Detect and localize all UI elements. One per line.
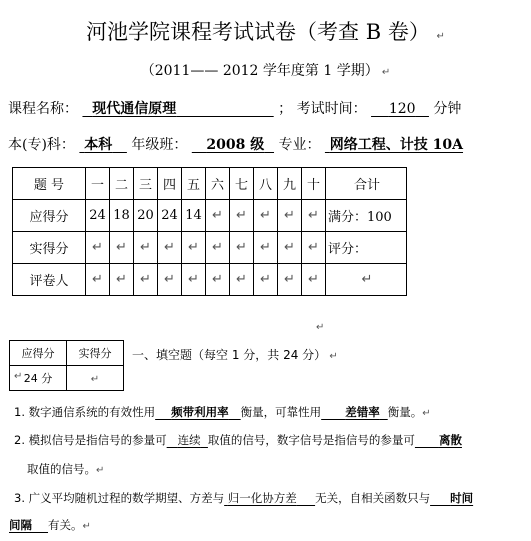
question-3: 三 xyxy=(134,168,158,200)
answer-2-1: 连续 xyxy=(177,433,201,447)
question-1: 一 xyxy=(86,168,110,200)
level-label: 本(专)科： xyxy=(8,137,75,153)
should-score-4: 24 xyxy=(158,200,182,232)
small-col-should: 应得分 xyxy=(10,341,67,366)
answer-3-2: 时间 xyxy=(450,491,474,505)
question-8: 八 xyxy=(254,168,278,200)
time-label: ； 考试时间： xyxy=(278,101,367,117)
should-score-1: 24 xyxy=(86,200,110,232)
major-label: 专业： xyxy=(278,137,321,153)
level-value: 本科 xyxy=(84,137,113,153)
answer-3-3: 间隔 xyxy=(9,518,32,532)
major-value: 网络工程、计技 10A xyxy=(329,137,464,153)
time-unit: 分钟 xyxy=(433,101,462,117)
question-3-cont: 间隔 有关。↵ xyxy=(9,518,91,532)
score-table xyxy=(12,167,407,296)
answer-2-2: 离散 xyxy=(438,433,462,447)
total-header: 合计 xyxy=(326,168,407,200)
question-9: 九 xyxy=(278,168,302,200)
actual-score-row: 实得分 ↵ ↵ ↵ ↵ ↵ ↵ ↵ ↵ ↵ ↵ 评分： xyxy=(13,232,407,264)
answer-1-1: 频带利用率 xyxy=(171,405,229,419)
row-label-actual: 实得分 xyxy=(13,232,86,264)
should-score-2: 18 xyxy=(110,200,134,232)
answer-3-1: 归一化协方差 xyxy=(227,491,297,505)
time-value: 120 xyxy=(388,101,416,117)
score-label: 评分： xyxy=(326,232,407,264)
question-1-line: 1. 数字通信系统的有效性用 频带利用率 衡量，可靠性用 差错率 衡量。↵ xyxy=(14,405,431,419)
grade-value: 2008 级 xyxy=(206,137,265,153)
answer-1-2: 差错率 xyxy=(345,405,380,419)
question-7: 七 xyxy=(230,168,254,200)
should-score-3: 20 xyxy=(134,200,158,232)
question-2-cont: 取值的信号。↵ xyxy=(27,462,105,476)
section-heading: 一、填空题（每空 1 分，共 24 分） ↵ xyxy=(132,348,338,362)
should-score-row: 应得分 24 18 20 24 14 ↵ ↵ ↵ ↵ ↵ 满分：100 xyxy=(13,200,407,232)
question-6: 六 xyxy=(206,168,230,200)
row-label-should: 应得分 xyxy=(13,200,86,232)
question-4: 四 xyxy=(158,168,182,200)
row-label-question: 题 号 xyxy=(13,168,86,200)
exam-subtitle: （2011—— 2012 学年度第 1 学期） ↵ xyxy=(140,63,391,79)
full-score: 满分：100 xyxy=(326,200,407,232)
row-label-grader: 评卷人 xyxy=(13,264,86,296)
section-score-box xyxy=(9,340,124,391)
small-col-actual: 实得分 xyxy=(67,341,124,366)
question-5: 五 xyxy=(182,168,206,200)
header-row xyxy=(13,168,407,200)
should-score-5: 14 xyxy=(182,200,206,232)
grader-row: 评卷人 ↵ ↵ ↵ ↵ ↵ ↵ ↵ ↵ ↵ ↵ ↵ xyxy=(13,264,407,296)
course-label: 课程名称： xyxy=(8,101,78,117)
question-2: 二 xyxy=(110,168,134,200)
course-value: 现代通信原理 xyxy=(92,101,177,117)
grade-label: 年级班： xyxy=(131,137,188,153)
course-row xyxy=(8,98,461,118)
question-10: 十 xyxy=(302,168,326,200)
small-should-value: 24 分 xyxy=(10,366,67,391)
class-row xyxy=(8,134,463,154)
exam-title: 河池学院课程考试试卷（考查 B 卷） ↵ xyxy=(86,20,445,44)
small-actual-value[interactable]: ↵ xyxy=(67,366,124,391)
question-2-line: 2. 模拟信号是指信号的参量可 连续 取值的信号，数字信号是指信号的参量可 离散 xyxy=(14,433,462,447)
question-3-line: 3. 广义平均随机过程的数学期望、方差与 归一化协方差 无关，自相关函数只与 时间 xyxy=(14,491,474,505)
